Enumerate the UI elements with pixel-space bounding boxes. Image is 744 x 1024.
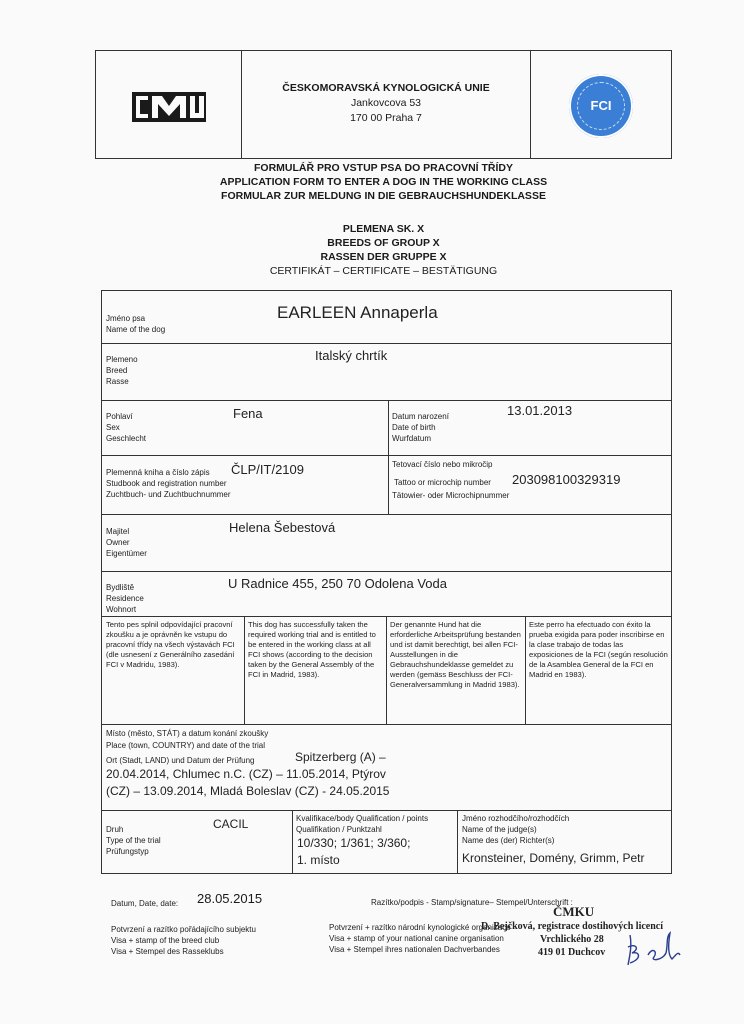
title-cz: FORMULÁŘ PRO VSTUP PSA DO PRACOVNÍ TŘÍDY <box>253 162 514 174</box>
trial-type-label: Druh Type of the trial Prüfungstyp <box>106 825 161 856</box>
group-title <box>95 222 672 278</box>
tattoo-label-3: Tätowier- oder Microchipnummer <box>392 491 510 500</box>
stamp-city: 419 01 Duchcov <box>538 947 606 958</box>
dog-name: EARLEEN Annaperla <box>277 303 438 322</box>
owner-value: Helena Šebestová <box>229 520 336 535</box>
signature-icon <box>622 925 684 971</box>
address-line1: Jankovcova 53 <box>350 97 422 109</box>
national-visa: Potvrzení + razítko národní kynologické organizace Visa + stamp of your national canine organisation Visa + Stempel ihres nationalen Dachverbandes <box>329 923 511 954</box>
group-cz: PLEMENA SK. X <box>342 223 425 235</box>
place-label-1: Místo (město, STÁT) a datum konání zkoušky <box>106 729 269 738</box>
dob-label: Datum narození Date of birth Wurfdatum <box>392 412 449 443</box>
breed-value: Italský chrtík <box>315 348 388 363</box>
trial-type-value: CACIL <box>213 817 249 831</box>
title-de: FORMULAR ZUR MELDUNG IN DIE GEBRAUCHSHUNDEKLASSE <box>221 190 546 202</box>
judge-label: Jméno rozhodčího/rozhodčích Name of the judge(s) Name des (der) Richter(s) <box>462 814 570 845</box>
statement-de: Der genannte Hund hat die erforderliche Arbeitsprüfung bestanden und ist damit berechtigt, bei allen FCI-Ausstellungen in die Gebrauchshundeklasse gemeldet zu werden (gemäss Beschluss der FCI-Generalversammlung in Madrid 1983). <box>390 620 521 689</box>
statement-es: Este perro ha efectuado con éxito la prueba exigida para poder inscribirse en la clase trabajo de todas las exposiciones de la FCI (según resolución de la Asamblea General de la FCI en Madrid en 1983). <box>529 620 668 679</box>
judge-value: Kronsteiner, Domény, Grimm, Petr <box>462 851 645 865</box>
org-address <box>241 81 531 126</box>
qual-label-2: Qualifikation / Punktzahl <box>296 825 382 834</box>
studbook-label: Plemenná kniha a číslo zápis Studbook and registration number Zuchtbuch- und Zuchtbuchnummer <box>106 468 231 499</box>
address-line2: 170 00 Praha 7 <box>350 112 422 124</box>
group-de: RASSEN DER GRUPPE X <box>320 251 447 263</box>
name-label: Jméno psa Name of the dog <box>106 314 166 334</box>
studbook-value: ČLP/IT/2109 <box>231 462 304 477</box>
fci-seal-icon <box>569 74 633 138</box>
stamp-org: ČMKU <box>553 904 595 919</box>
certificate-title: CERTIFIKÁT – CERTIFICATE – BESTÄTIGUNG <box>269 265 498 277</box>
statement-cz: Tento pes splnil odpovídající pracovní zkoušku a je oprávněn ke vstupu do pracovní třídy na všech výstavách FCI (dle usnesení z Generálního zasedání FCI v Madridu, 1983). <box>106 620 235 669</box>
logo-cell <box>96 51 242 158</box>
residence-label: Bydliště Residence Wohnort <box>106 583 144 614</box>
breed-club-visa: Potvrzení a razítko pořádajícího subjektu Visa + stamp of the breed club Visa + Stempel des Rasseklubs <box>111 925 256 956</box>
certificate-table <box>101 290 672 874</box>
title-en: APPLICATION FORM TO ENTER A DOG IN THE WORKING CLASS <box>219 176 548 188</box>
stamp-name: D. Bejčková, registrace dostihových licencí <box>481 921 664 932</box>
breed-label: Plemeno Breed Rasse <box>106 355 138 386</box>
tattoo-label-2: Tattoo or microchip number <box>394 478 491 487</box>
stamp-street: Vrchlického 28 <box>540 934 604 945</box>
owner-label: Majitel Owner Eigentümer <box>106 527 147 558</box>
form-title <box>95 161 672 203</box>
group-en: BREEDS OF GROUP X <box>327 237 440 249</box>
place-value-3: (CZ) – 13.09.2014, Mladá Boleslav (CZ) - 24.05.2015 <box>106 784 390 798</box>
qual-label-1: Kvalifikace/body Qualification / points <box>296 814 429 823</box>
statement-en: This dog has successfully taken the required working trial and is entitled to be entered in the working class at all FCI shows (according to the decision taken by the General Assembly of the FCI in Madrid, 1983). <box>248 620 376 679</box>
place-label-2: Place (town, COUNTRY) and date of the trial <box>106 741 266 750</box>
header-box <box>95 50 672 159</box>
place-value-2: 20.04.2014, Chlumec n.C. (CZ) – 11.05.2014, Ptýrov <box>106 767 386 781</box>
place-label-3: Ort (Stadt, LAND) und Datum der Prüfung <box>106 756 255 765</box>
fci-text: FCI <box>590 98 612 113</box>
cmku-logo-icon <box>132 92 206 122</box>
dob-value: 13.01.2013 <box>507 403 573 418</box>
place-value-1: Spitzerberg (A) – <box>295 750 386 764</box>
sign-label: Razítko/podpis - Stamp/signature– Stempel/Unterschrift : <box>371 898 573 907</box>
fci-cell <box>530 51 671 158</box>
org-name: ČESKOMORAVSKÁ KYNOLOGICKÁ UNIE <box>282 82 490 94</box>
date-value: 28.05.2015 <box>197 891 263 906</box>
date-label: Datum, Date, date: <box>111 899 179 908</box>
tattoo-label-1: Tetovací číslo nebo mikročip <box>392 460 493 469</box>
qual-value-2: 1. místo <box>297 853 340 867</box>
qual-value-1: 10/330; 1/361; 3/360; <box>297 836 411 850</box>
sex-label: Pohlaví Sex Geschlecht <box>106 412 147 443</box>
residence-value: U Radnice 455, 250 70 Odolena Voda <box>228 576 448 591</box>
tattoo-value: 203098100329319 <box>512 472 621 487</box>
sex-value: Fena <box>233 406 263 421</box>
